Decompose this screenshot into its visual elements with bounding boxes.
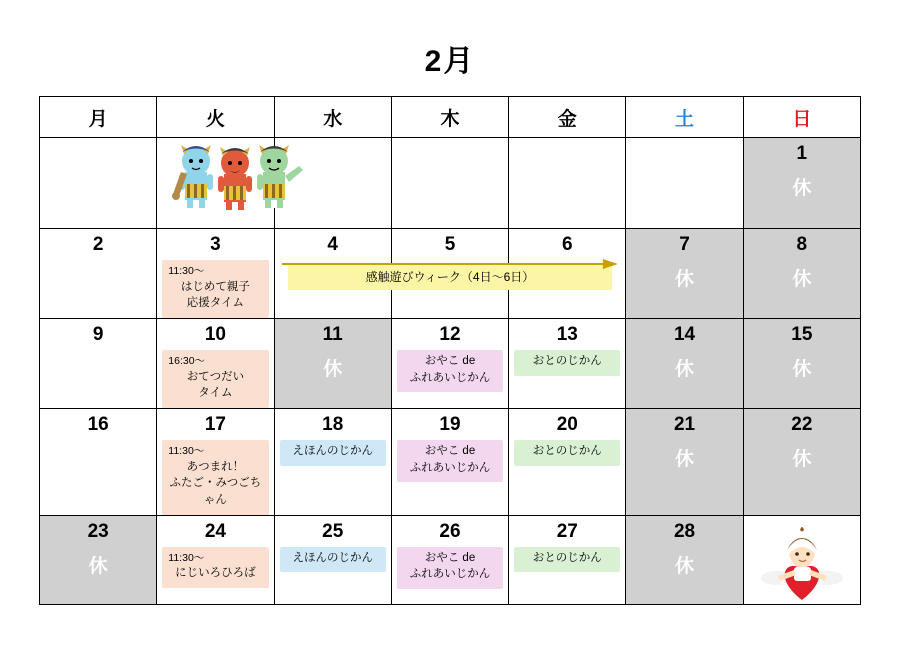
day-cell-1: [743, 138, 860, 229]
day-cell-empty: [391, 138, 508, 229]
event-badge: [397, 547, 503, 589]
day-number: 3: [210, 234, 221, 255]
weekday-header-thu: 木: [391, 97, 508, 138]
day-number: 18: [322, 413, 344, 435]
event-badge: [514, 350, 620, 376]
day-cell-28: [626, 515, 743, 604]
day-number: 6: [561, 234, 573, 255]
event-label-line1: おとのじかん: [532, 444, 602, 457]
day-cell-21: [626, 408, 743, 515]
weekday-header-sun: 日: [743, 97, 860, 138]
day-number: 8: [796, 234, 808, 255]
day-number: 15: [791, 323, 813, 345]
day-cell-19: [391, 408, 508, 515]
day-cell-16: [40, 408, 157, 515]
closed-badge: 休: [88, 555, 108, 577]
day-number: 5: [444, 234, 456, 255]
touch-play-week-label: 感触遊びウィーク（4日〜6日）: [288, 265, 612, 290]
day-number: 9: [92, 323, 104, 345]
event-label-line2: ふれあいじかん: [409, 461, 491, 474]
day-cell-11: [274, 318, 391, 408]
day-cell-7: [626, 229, 743, 319]
day-number: 16: [87, 413, 109, 435]
day-cell-illustration-heart: [743, 515, 860, 604]
touch-play-week-arrow: [280, 257, 620, 269]
day-number: 1: [796, 143, 808, 164]
weekday-header-wed: 水: [274, 97, 391, 138]
closed-badge: 休: [792, 178, 812, 199]
day-number: 17: [204, 413, 226, 435]
event-label-line1: えほんのじかん: [292, 444, 373, 457]
day-cell-2: [40, 229, 157, 319]
event-label-line2: ふれあいじかん: [409, 371, 491, 384]
event-badge: [397, 440, 503, 482]
day-cell-27: [509, 515, 626, 604]
calendar-table: [39, 96, 861, 605]
day-cell-23: [40, 515, 157, 604]
calendar-week-row: [40, 408, 861, 515]
page-title: 2月: [424, 45, 476, 78]
event-label-line2: ふたご・みつごちゃん: [169, 477, 262, 506]
day-number: 19: [439, 413, 461, 435]
day-number: 25: [322, 520, 344, 542]
day-number: 23: [87, 520, 109, 542]
event-badge: [397, 350, 503, 392]
day-number: 10: [204, 323, 226, 345]
event-label-line1: おてつだい: [186, 370, 245, 383]
closed-badge: 休: [792, 358, 812, 380]
event-label-line1: あつまれ！: [186, 460, 245, 473]
day-number: 20: [556, 413, 578, 435]
day-cell-26: [391, 515, 508, 604]
closed-badge: 休: [792, 269, 812, 290]
day-cell-illustration: [157, 138, 274, 229]
calendar-week-row: [40, 515, 861, 604]
event-badge: [162, 350, 268, 408]
day-cell-14: [626, 318, 743, 408]
day-cell-20: [509, 408, 626, 515]
weekday-header-tue: 火: [157, 97, 274, 138]
event-badge: [162, 440, 268, 515]
day-cell-24: [157, 515, 274, 604]
day-number: 21: [673, 413, 696, 435]
day-cell-empty: [40, 138, 157, 229]
day-number: 22: [791, 413, 813, 435]
day-cell-empty: [509, 138, 626, 229]
day-number: 7: [679, 234, 690, 255]
event-badge: [162, 547, 268, 588]
day-number: 11: [322, 323, 343, 345]
day-cell-25: [274, 515, 391, 604]
day-number: 14: [673, 323, 696, 345]
weekday-header-mon: 月: [40, 97, 157, 138]
day-cell-13: [509, 318, 626, 408]
event-label-line1: おとのじかん: [532, 551, 602, 564]
event-time: 11:30〜: [168, 265, 205, 277]
event-label-line2: タイム: [198, 387, 233, 400]
event-label-line1: おやこ de: [424, 551, 476, 564]
day-number: 28: [673, 520, 696, 542]
day-cell-18: [274, 408, 391, 515]
day-number: 26: [439, 520, 461, 542]
event-label-line1: はじめて親子: [180, 280, 250, 293]
closed-badge: 休: [323, 358, 343, 380]
event-badge: [162, 260, 268, 318]
day-number: 12: [439, 323, 461, 345]
event-time: 16:30〜: [168, 354, 206, 367]
day-number: 27: [556, 520, 578, 542]
event-label-line1: えほんのじかん: [292, 551, 373, 564]
event-label-line1: にじいろひろば: [175, 567, 256, 580]
day-number: 4: [327, 234, 338, 255]
day-number: 24: [204, 520, 226, 542]
calendar-week-row: [40, 138, 861, 229]
event-label-line2: ふれあいじかん: [409, 568, 491, 581]
event-badge: [280, 440, 386, 466]
calendar-week-row: [40, 318, 861, 408]
closed-badge: 休: [675, 358, 695, 380]
closed-badge: 休: [675, 555, 695, 577]
event-badge: [280, 547, 386, 573]
weekday-header-fri: 金: [509, 97, 626, 138]
event-label-line1: おとのじかん: [532, 354, 602, 367]
event-label-line1: おやこ de: [424, 444, 476, 457]
day-number: 13: [556, 323, 578, 345]
day-cell-3: [157, 229, 274, 319]
event-time: 11:30〜: [168, 551, 205, 564]
day-cell-empty: [626, 138, 743, 229]
day-cell-22: [743, 408, 860, 515]
day-number: 2: [92, 234, 104, 255]
calendar-page: [0, 36, 900, 660]
closed-badge: 休: [675, 448, 695, 470]
event-time: 11:30〜: [168, 444, 205, 457]
day-cell-empty: [274, 138, 391, 229]
day-cell-15: [743, 318, 860, 408]
day-cell-10: [157, 318, 274, 408]
heart-baby-icon: [759, 520, 845, 604]
day-cell-12: [391, 318, 508, 408]
day-cell-17: [157, 408, 274, 515]
closed-badge: 休: [675, 269, 695, 290]
closed-badge: 休: [792, 448, 812, 470]
event-badge: [514, 440, 620, 466]
day-cell-8: [743, 229, 860, 319]
event-label-line1: おやこ de: [424, 354, 476, 367]
event-badge: [514, 547, 620, 573]
day-cell-9: [40, 318, 157, 408]
event-label-line2: 応援タイム: [186, 297, 245, 310]
weekday-header-sat: 土: [626, 97, 743, 138]
